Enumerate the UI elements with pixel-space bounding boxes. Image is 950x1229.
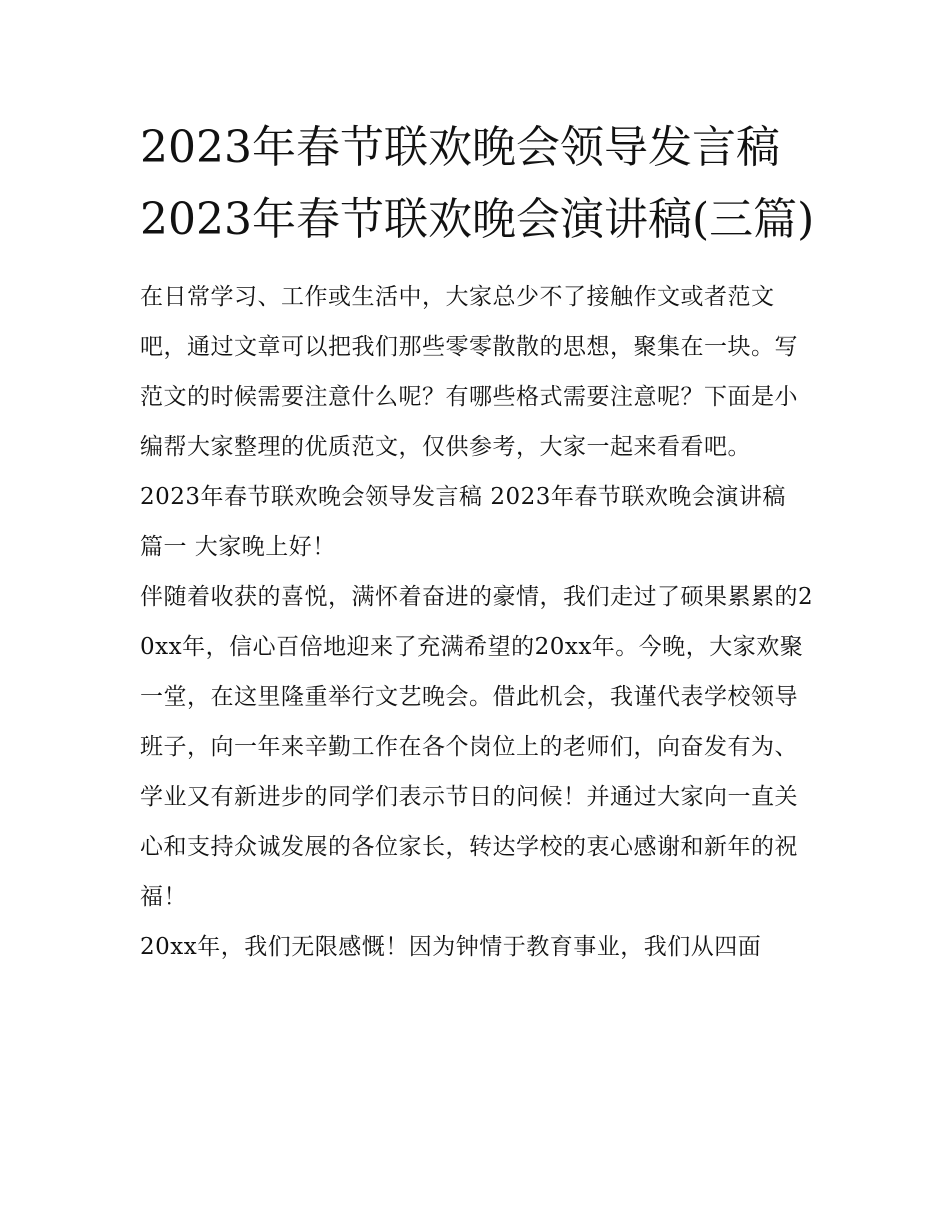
body-paragraph-continued: 20xx年，我们无限感慨！因为钟情于教育事业，我们从四面 bbox=[140, 934, 762, 960]
document-title: 2023年春节联欢晚会领导发言稿 2023年春节联欢晚会演讲稿(三篇) bbox=[140, 122, 815, 245]
body-paragraph: 伴随着收获的喜悦，满怀着奋进的豪情，我们走过了硕果累累的20xx年，信心百倍地迎来了充满希望的20xx年。今晚，大家欢聚一堂，在这里隆重举行文艺晚会。借此机会，我谨代表学校领导班子，向一年来辛勤工作在各个岗位上的老师们，向奋发有为、学业又有新进步的同学们表示节日的问候！并通过大家向一直关心和支持众诚发展的各位家长，转达学校的衷心感谢和新年的祝福！ bbox=[140, 584, 814, 910]
document-body bbox=[140, 272, 820, 972]
section-heading-line: 2023年春节联欢晚会领导发言稿 2023年春节联欢晚会演讲稿 bbox=[140, 484, 786, 510]
greeting-line: 篇一 大家晚上好！ bbox=[140, 534, 336, 560]
document-page bbox=[140, 112, 820, 972]
intro-paragraph: 在日常学习、工作或生活中，大家总少不了接触作文或者范文吧，通过文章可以把我们那些零零散散的思想，聚集在一块。写范文的时候需要注意什么呢？有哪些格式需要注意呢？下面是小编帮大家整理的优质范文，仅供参考，大家一起来看看吧。 bbox=[140, 284, 798, 460]
